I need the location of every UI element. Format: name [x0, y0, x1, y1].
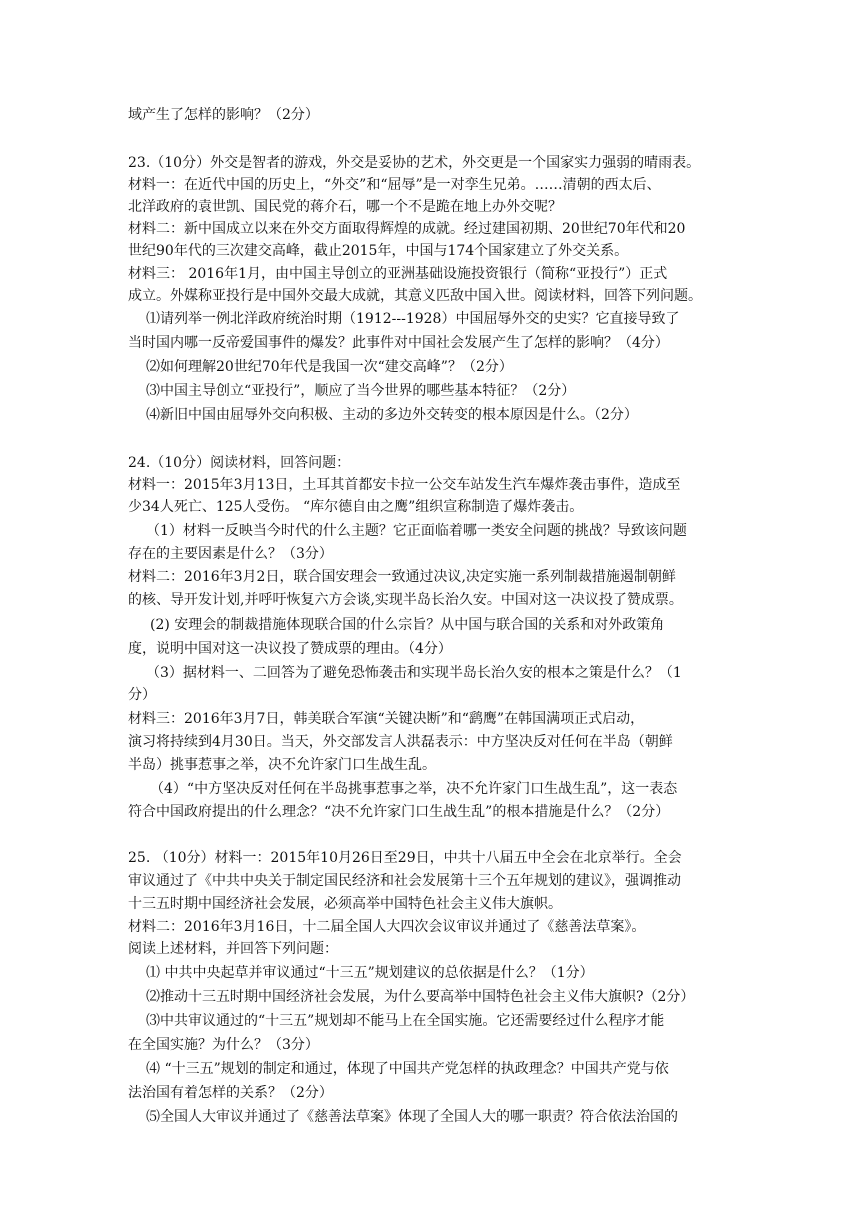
text-line: 存在的主要因素是什么？（3分）: [128, 546, 333, 562]
text-line: 材料三：2016年3月7日，韩美联合军演“关键决断”和“鹞鹰”在韩国满项正式启动，: [128, 711, 645, 727]
sub-question: ⑸全国人大审议并通过了《慈善法草案》体现了全国人大的哪一职责？符合依法治国的: [146, 1109, 678, 1125]
text-line: 材料二：2016年3月2日，联合国安理会一致通过决议,决定实施一系列制裁措施遏制朝鲜: [128, 569, 676, 585]
text-line: 演习将持续到4月30日。当天，外交部发言人洪磊表示：中方坚决反对任何在半岛（朝鲜: [128, 734, 673, 750]
sub-question: ⑷新旧中国由屈辱外交向积极、主动的多边外交转变的根本原因是什么。（2分）: [146, 407, 638, 423]
text-line: 度，说明中国对这一决议投了赞成票的理由。（4分）: [128, 641, 452, 657]
sub-question: （4）“中方坚决反对任何在半岛挑事惹事之举，决不允许家门口生战生乱”，这一表态: [150, 781, 678, 797]
question-24-heading: 24.（10分）阅读材料，回答问题：: [128, 455, 351, 471]
text-line: 符合中国政府提出的什么理念？“决不允许家门口生战生乱”的根本措施是什么？（2分）: [128, 804, 670, 820]
text-line: 材料二：2016年3月16日，十二届全国人大四次会议审议并通过了《慈善法草案》。: [128, 919, 646, 935]
sub-question: ⑶中共审议通过的“十三五”规划却不能马上在全国实施。它还需要经过什么程序才能: [146, 1013, 665, 1029]
sub-question: ⑷ “十三五”规划的制定和通过，体现了中国共产党怎样的执政理念？中国共产党与依: [146, 1061, 669, 1077]
question-23-heading: 23.（10分）外交是智者的游戏，外交是妥协的艺术，外交更是一个国家实力强弱的晴雨表。: [128, 155, 701, 171]
sub-question: ⑴请列举一例北洋政府统治时期（1912---1928）中国屈辱外交的史实？它直接导致了: [146, 311, 680, 327]
text-line: 在全国实施？为什么？（3分）: [128, 1037, 319, 1053]
text-line: 分）: [128, 687, 156, 703]
text-line: 法治国有着怎样的关系？（2分）: [128, 1085, 333, 1101]
text-line: 材料一：在近代中国的历史上，“外交”和“屈辱”是一对孪生兄弟。……清朝的西太后、: [128, 177, 661, 193]
text-line: 少34人死亡、125人受伤。 “库尔德自由之鹰”组织宣称制造了爆炸袭击。: [128, 499, 584, 515]
text-line: 材料一：2015年3月13日，土耳其首都安卡拉一公交车站发生汽车爆炸袭击事件，造成至: [128, 477, 681, 493]
sub-question: ⑵推动十三五时期中国经济社会发展，为什么要高举中国特色社会主义伟大旗帜?（2分）: [146, 989, 695, 1005]
text-line: 材料二：新中国成立以来在外交方面取得辉煌的成就。经过建国初期、20世纪70年代和20: [128, 221, 686, 237]
sub-question: ⑶中国主导创立“亚投行”，顺应了当今世界的哪些基本特征？（2分）: [146, 383, 576, 399]
text-line: 成立。外媒称亚投行是中国外交最大成就，其意义匹敌中国入世。阅读材料，回答下列问题。: [128, 288, 702, 304]
sub-question: （1）材料一反映当今时代的什么主题？它正面临着哪一类安全问题的挑战？导致该问题: [146, 523, 687, 539]
text-line: 审议通过了《中共中央关于制定国民经济和社会发展第十三个五年规划的建议》，强调推动: [128, 873, 681, 889]
sub-question: (2) 安理会的制裁措施体现联合国的什么宗旨？从中国与联合国的关系和对外政策角: [150, 617, 665, 633]
sub-question: ⑴ 中共中央起草并审议通过“十三五”规划建议的总依据是什么？（1分）: [146, 965, 594, 981]
text-line: 半岛）挑事惹事之举，决不允许家门口生战生乱。: [128, 757, 436, 773]
text-line: 当时国内哪一反帝爱国事件的爆发？此事件对中国社会发展产生了怎样的影响？（4分）: [128, 335, 669, 351]
text-line: 十三五时期中国经济社会发展，必须高举中国特色社会主义伟大旗帜。: [128, 896, 562, 912]
text-line: 材料三： 2016年1月，由中国主导创立的亚洲基础设施投资银行（简称“亚投行”）正式: [128, 266, 668, 282]
text-line: 的核、导开发计划,并呼吁恢复六方会谈,实现半岛长治久安。中国对这一决议投了赞成票。: [128, 592, 683, 608]
question-25-heading: 25. （10分）材料一：2015年10月26日至29日，中共十八届五中全会在北京举行。全会: [128, 850, 682, 866]
text-line: 阅读上述材料，并回答下列问题：: [128, 941, 338, 957]
text-line: 域产生了怎样的影响？（2分）: [128, 107, 319, 123]
sub-question: （3）据材料一、二回答为了避免恐怖袭击和实现半岛长治久安的根本之策是什么？（1: [146, 665, 682, 681]
text-line: 世纪90年代的三次建交高峰，截止2015年，中国与174个国家建立了外交关系。: [128, 243, 629, 259]
sub-question: ⑵如何理解20世纪70年代是我国一次“建交高峰”？（2分）: [146, 359, 513, 375]
text-line: 北洋政府的袁世凯、国民党的蒋介石，哪一个不是跪在地上办外交呢？: [128, 199, 562, 215]
